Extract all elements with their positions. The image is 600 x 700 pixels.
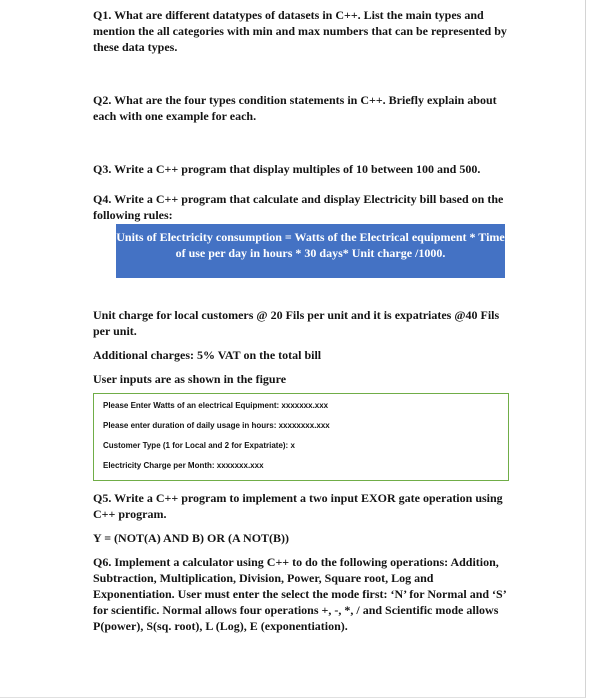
question-2: Q2. What are the four types condition statements in C++. Briefly explain about each with one example for each. — [93, 93, 497, 123]
document-body — [93, 7, 508, 634]
additional-charges-text: Additional charges: 5% VAT on the total bill — [93, 348, 322, 362]
unit-charge-text: Unit charge for local customers @ 20 Fils per unit and it is expatriates @40 Fils per unit. — [93, 308, 500, 338]
input-line-customer-type: Customer Type (1 for Local and 2 for Expatriate): x — [103, 441, 295, 450]
question-1: Q1. What are different datatypes of datasets in C++. List the main types and mention the all categories with min and max numbers that can be represented by these data types. — [93, 8, 507, 54]
sample-input-figure — [93, 393, 509, 481]
input-line-charge: Electricity Charge per Month: xxxxxxx.xxx — [103, 461, 264, 470]
input-line-duration: Please enter duration of daily usage in hours: xxxxxxxx.xxx — [103, 421, 330, 430]
exor-formula: Y = (NOT(A) AND B) OR (A NOT(B)) — [93, 531, 290, 545]
question-3: Q3. Write a C++ program that display multiples of 10 between 100 and 500. — [93, 162, 481, 176]
question-6: Q6. Implement a calculator using C++ to do the following operations: Addition, Subtraction, Multiplication, Division, Power, Square root, Log and Exponentiation. User must enter the select the mode first: ‘N’ for Normal and ‘S’ for scientific. Normal allows four operations +, -, *, / and Scientific mode allows P(power), S(sq. root), L (Log), E (exponentiation). — [93, 555, 506, 633]
user-inputs-note: User inputs are as shown in the figure — [93, 372, 287, 386]
input-line-watts: Please Enter Watts of an electrical Equipment: xxxxxxx.xxx — [103, 401, 329, 410]
question-4: Q4. Write a C++ program that calculate and display Electricity bill based on the following rules: — [93, 192, 504, 222]
electricity-formula-box: Units of Electricity consumption = Watts of the Electrical equipment * Time of use per day in hours * 30 days* Unit charge /1000. — [116, 224, 505, 278]
question-5: Q5. Write a C++ program to implement a two input EXOR gate operation using C++ program. — [93, 491, 503, 521]
